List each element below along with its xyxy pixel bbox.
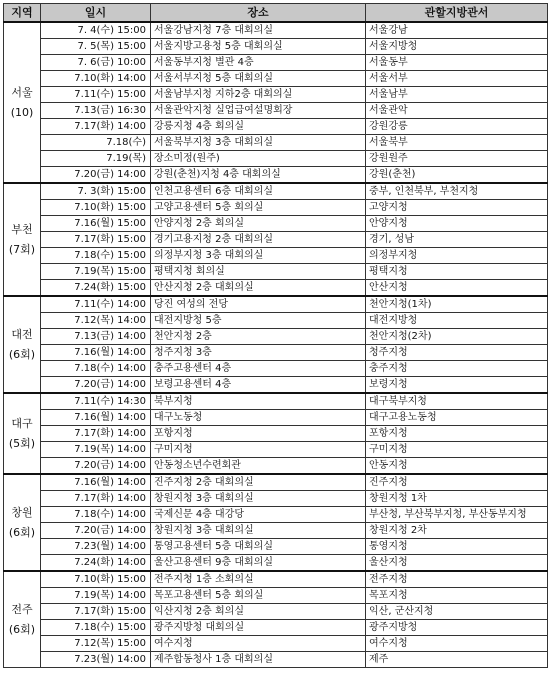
- venue-cell: 창원지청 3층 대회의실: [151, 491, 366, 507]
- venue-cell: 충주고용센터 4층: [151, 361, 366, 377]
- datetime-cell: 7. 4(수) 15:00: [41, 22, 151, 39]
- table-row: [4, 410, 548, 426]
- table-row: [4, 393, 548, 410]
- office-cell: 의정부지청: [366, 248, 548, 264]
- region-cell: [4, 183, 41, 296]
- venue-cell: 평택지청 회의실: [151, 264, 366, 280]
- region-cell: [4, 474, 41, 571]
- datetime-cell: 7.20(금) 14:00: [41, 377, 151, 394]
- table-row: [4, 377, 548, 394]
- datetime-cell: 7.12(목) 15:00: [41, 636, 151, 652]
- table-row: [4, 458, 548, 475]
- region-name: 대구: [11, 416, 33, 430]
- datetime-cell: 7.18(수) 14:00: [41, 361, 151, 377]
- region-name: 창원: [11, 505, 33, 519]
- table-row: [4, 345, 548, 361]
- datetime-cell: 7.19(목) 15:00: [41, 264, 151, 280]
- office-cell: 경기, 성남: [366, 232, 548, 248]
- office-cell: 여수지청: [366, 636, 548, 652]
- office-cell: 천안지청(2차): [366, 329, 548, 345]
- datetime-cell: 7.16(월) 15:00: [41, 216, 151, 232]
- datetime-cell: 7.16(월) 14:00: [41, 410, 151, 426]
- venue-cell: 인천고용센터 6층 대회의실: [151, 183, 366, 200]
- datetime-cell: 7.12(목) 14:00: [41, 313, 151, 329]
- datetime-cell: 7.19(목): [41, 151, 151, 167]
- office-cell: 청주지청: [366, 345, 548, 361]
- table-row: [4, 652, 548, 668]
- venue-cell: 서울남부지청 지하2층 대회의실: [151, 87, 366, 103]
- venue-cell: 익산지청 2층 회의실: [151, 604, 366, 620]
- table-row: [4, 216, 548, 232]
- office-cell: 광주지방청: [366, 620, 548, 636]
- office-cell: 대전지방청: [366, 313, 548, 329]
- table-row: [4, 87, 548, 103]
- datetime-cell: 7.17(화) 14:00: [41, 119, 151, 135]
- table-row: [4, 491, 548, 507]
- datetime-cell: 7.20(금) 14:00: [41, 458, 151, 475]
- region-name: 서울: [11, 85, 33, 99]
- region-count: (6회): [8, 347, 36, 361]
- table-row: [4, 523, 548, 539]
- datetime-cell: 7.13(금) 14:00: [41, 329, 151, 345]
- venue-header: 장소: [151, 4, 366, 23]
- venue-cell: 강원(춘천)지청 4층 대회의실: [151, 167, 366, 184]
- office-cell: 안동지청: [366, 458, 548, 475]
- table-row: [4, 151, 548, 167]
- table-row: [4, 442, 548, 458]
- office-cell: 창원지청 2차: [366, 523, 548, 539]
- datetime-cell: 7.19(목) 14:00: [41, 442, 151, 458]
- datetime-cell: 7.23(월) 14:00: [41, 539, 151, 555]
- table-row: [4, 636, 548, 652]
- datetime-cell: 7.20(금) 14:00: [41, 167, 151, 184]
- office-cell: 대구고용노동청: [366, 410, 548, 426]
- venue-cell: 보령고용센터 4층: [151, 377, 366, 394]
- office-cell: 고양지청: [366, 200, 548, 216]
- venue-cell: 국제신문 4층 대강당: [151, 507, 366, 523]
- table-row: [4, 167, 548, 184]
- datetime-cell: 7.10(화) 15:00: [41, 200, 151, 216]
- table-row: [4, 474, 548, 491]
- table-row: [4, 280, 548, 297]
- office-cell: 울산지청: [366, 555, 548, 572]
- datetime-cell: 7.11(수) 15:00: [41, 87, 151, 103]
- datetime-cell: 7.11(수) 14:30: [41, 393, 151, 410]
- office-cell: 안양지청: [366, 216, 548, 232]
- table-row: [4, 200, 548, 216]
- schedule-table: [3, 3, 548, 668]
- office-cell: 충주지청: [366, 361, 548, 377]
- office-cell: 제주: [366, 652, 548, 668]
- office-cell: 서울관악: [366, 103, 548, 119]
- table-row: [4, 296, 548, 313]
- header-row: [4, 4, 548, 23]
- venue-cell: 창원지청 3층 대회의실: [151, 523, 366, 539]
- office-cell: 서울지방청: [366, 39, 548, 55]
- office-cell: 구미지청: [366, 442, 548, 458]
- office-cell: 부산청, 부산북부지청, 부산동부지청: [366, 507, 548, 523]
- office-cell: 서울서부: [366, 71, 548, 87]
- table-row: [4, 604, 548, 620]
- datetime-cell: 7.20(금) 14:00: [41, 523, 151, 539]
- datetime-cell: 7. 6(금) 10:00: [41, 55, 151, 71]
- region-count: (6회): [8, 622, 36, 636]
- venue-cell: 청주지청 3층: [151, 345, 366, 361]
- venue-cell: 전주지청 1층 소회의실: [151, 571, 366, 588]
- office-cell: 보령지청: [366, 377, 548, 394]
- region-header: 지역: [4, 4, 41, 23]
- region-count: (7회): [8, 242, 36, 256]
- table-row: [4, 313, 548, 329]
- office-cell: 서울동부: [366, 55, 548, 71]
- venue-cell: 서울북부지청 3층 대회의실: [151, 135, 366, 151]
- datetime-header: 일시: [41, 4, 151, 23]
- datetime-cell: 7.16(월) 14:00: [41, 345, 151, 361]
- office-cell: 강원(춘천): [366, 167, 548, 184]
- venue-cell: 북부지청: [151, 393, 366, 410]
- venue-cell: 대구노동청: [151, 410, 366, 426]
- office-cell: 서울강남: [366, 22, 548, 39]
- office-cell: 진주지청: [366, 474, 548, 491]
- office-cell: 안산지청: [366, 280, 548, 297]
- datetime-cell: 7.18(수): [41, 135, 151, 151]
- table-row: [4, 71, 548, 87]
- venue-cell: 안양지청 2층 회의실: [151, 216, 366, 232]
- datetime-cell: 7.10(화) 14:00: [41, 71, 151, 87]
- table-row: [4, 507, 548, 523]
- table-row: [4, 22, 548, 39]
- table-row: [4, 555, 548, 572]
- venue-cell: 구미지청: [151, 442, 366, 458]
- datetime-cell: 7.16(월) 14:00: [41, 474, 151, 491]
- venue-cell: 장소미정(원주): [151, 151, 366, 167]
- venue-cell: 목포고용센터 5층 회의실: [151, 588, 366, 604]
- venue-cell: 대전지방청 5층: [151, 313, 366, 329]
- table-row: [4, 119, 548, 135]
- venue-cell: 의정부지청 3층 대회의실: [151, 248, 366, 264]
- venue-cell: 광주지방청 대회의실: [151, 620, 366, 636]
- table-row: [4, 539, 548, 555]
- datetime-cell: 7.17(화) 15:00: [41, 604, 151, 620]
- office-cell: 포항지청: [366, 426, 548, 442]
- region-name: 대전: [11, 327, 33, 341]
- office-cell: 중부, 인천북부, 부천지청: [366, 183, 548, 200]
- datetime-cell: 7.18(수) 15:00: [41, 248, 151, 264]
- table-row: [4, 55, 548, 71]
- office-cell: 목포지청: [366, 588, 548, 604]
- region-count: (6회): [8, 525, 36, 539]
- table-row: [4, 588, 548, 604]
- office-cell: 서울남부: [366, 87, 548, 103]
- venue-cell: 고양고용센터 5층 회의실: [151, 200, 366, 216]
- region-name: 부천: [11, 222, 33, 236]
- datetime-cell: 7.10(화) 15:00: [41, 571, 151, 588]
- venue-cell: 천안지청 2층: [151, 329, 366, 345]
- table-row: [4, 103, 548, 119]
- region-count: (5회): [8, 436, 36, 450]
- venue-cell: 안동청소년수련회관: [151, 458, 366, 475]
- datetime-cell: 7.17(화) 14:00: [41, 426, 151, 442]
- datetime-cell: 7.18(수) 15:00: [41, 620, 151, 636]
- venue-cell: 경기고용지청 2층 대회의실: [151, 232, 366, 248]
- venue-cell: 안산지청 2층 대회의실: [151, 280, 366, 297]
- datetime-cell: 7.13(금) 16:30: [41, 103, 151, 119]
- office-cell: 천안지청(1차): [366, 296, 548, 313]
- table-row: [4, 183, 548, 200]
- venue-cell: 강릉지청 4층 회의실: [151, 119, 366, 135]
- office-cell: 강원강릉: [366, 119, 548, 135]
- table-row: [4, 135, 548, 151]
- venue-cell: 당진 여성의 전당: [151, 296, 366, 313]
- venue-cell: 제주합동청사 1층 대회의실: [151, 652, 366, 668]
- region-count: (10): [10, 105, 34, 119]
- table-row: [4, 248, 548, 264]
- office-header: 관할지방관서: [366, 4, 548, 23]
- datetime-cell: 7.23(월) 14:00: [41, 652, 151, 668]
- venue-cell: 서울지방고용청 5층 대회의실: [151, 39, 366, 55]
- datetime-cell: 7. 3(화) 15:00: [41, 183, 151, 200]
- table-row: [4, 426, 548, 442]
- venue-cell: 통영고용센터 5층 대회의실: [151, 539, 366, 555]
- region-cell: [4, 296, 41, 393]
- datetime-cell: 7.18(수) 14:00: [41, 507, 151, 523]
- office-cell: 전주지청: [366, 571, 548, 588]
- office-cell: 통영지청: [366, 539, 548, 555]
- datetime-cell: 7.11(수) 14:00: [41, 296, 151, 313]
- venue-cell: 포항지청: [151, 426, 366, 442]
- venue-cell: 여수지청: [151, 636, 366, 652]
- table-row: [4, 329, 548, 345]
- venue-cell: 서울관악지청 실업급여설명회장: [151, 103, 366, 119]
- schedule-body: [4, 22, 548, 668]
- datetime-cell: 7.24(화) 14:00: [41, 555, 151, 572]
- table-row: [4, 39, 548, 55]
- office-cell: 창원지청 1차: [366, 491, 548, 507]
- office-cell: 평택지청: [366, 264, 548, 280]
- region-cell: [4, 22, 41, 183]
- datetime-cell: 7.24(화) 15:00: [41, 280, 151, 297]
- table-row: [4, 232, 548, 248]
- datetime-cell: 7. 5(목) 15:00: [41, 39, 151, 55]
- datetime-cell: 7.17(화) 15:00: [41, 232, 151, 248]
- datetime-cell: 7.19(목) 14:00: [41, 588, 151, 604]
- venue-cell: 서울동부지청 별관 4층: [151, 55, 366, 71]
- venue-cell: 진주지청 2층 대회의실: [151, 474, 366, 491]
- region-name: 전주: [11, 602, 33, 616]
- office-cell: 강원원주: [366, 151, 548, 167]
- office-cell: 서울북부: [366, 135, 548, 151]
- office-cell: 익산, 군산지청: [366, 604, 548, 620]
- table-row: [4, 620, 548, 636]
- region-cell: [4, 393, 41, 474]
- office-cell: 대구북부지청: [366, 393, 548, 410]
- region-cell: [4, 571, 41, 668]
- table-row: [4, 264, 548, 280]
- venue-cell: 울산고용센터 9층 대회의실: [151, 555, 366, 572]
- table-row: [4, 571, 548, 588]
- venue-cell: 서울강남지청 7층 대회의실: [151, 22, 366, 39]
- datetime-cell: 7.17(화) 14:00: [41, 491, 151, 507]
- table-row: [4, 361, 548, 377]
- venue-cell: 서울서부지청 5층 대회의실: [151, 71, 366, 87]
